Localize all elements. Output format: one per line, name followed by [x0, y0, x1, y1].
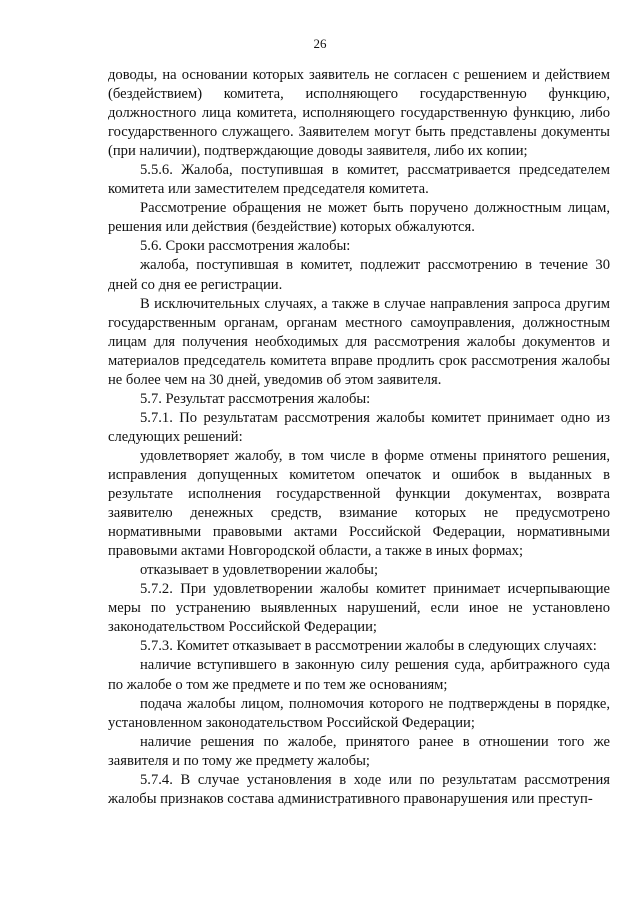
paragraph-court-decision: наличие вступившего в законную силу решения суда, арбитражного суда по жалобе о том же предмете и по тем же основаниям;	[108, 657, 610, 693]
heading-5-7: 5.7. Результат рассмотрения жалобы:	[140, 390, 371, 407]
heading-5-6: 5.6. Сроки рассмотрения жалобы:	[140, 238, 351, 255]
document-body	[108, 66, 610, 809]
paragraph-5-7-4: 5.7.4. В случае установления в ходе или по результатам рассмотрения жалобы признаков состава административного правонарушения или преступ-	[108, 771, 610, 807]
paragraph-5-5-6: 5.5.6. Жалоба, поступившая в комитет, рассматривается председателем комитета или заместителем председателя комитета.	[108, 162, 610, 198]
page-number: 26	[313, 36, 327, 51]
paragraph-prior-decision: наличие решения по жалобе, принятого ранее в отношении того же заявителя и по тому же предмету жалобы;	[108, 733, 610, 769]
paragraph-authority: подача жалобы лицом, полномочия которого не подтверждены в порядке, установленном законодательством Российской Федерации;	[108, 695, 610, 731]
paragraph-satisfies: удовлетворяет жалобу, в том числе в форме отмены принятого решения, исправления допущенных комитетом опечаток и ошибок в выданных в результате исполнения государственной функции документах, возврата заявителю денежных средств, взимание которых не предусмотрено нормативными правовыми актами Российской Федерации, нормативными правовыми актами Новгородской области, а также в иных формах;	[108, 447, 610, 560]
paragraph-5-7-1: 5.7.1. По результатам рассмотрения жалобы комитет принимает одно из следующих решений:	[108, 409, 610, 445]
paragraph-5-7-3: 5.7.3. Комитет отказывает в рассмотрении жалобы в следующих случаях:	[140, 638, 597, 655]
paragraph-consideration: Рассмотрение обращения не может быть поручено должностным лицам, решения или действия (бездействие) которых обжалуются.	[108, 200, 610, 236]
paragraph-30-days: жалоба, поступившая в комитет, подлежит рассмотрению в течение 30 дней со дня ее регистрации.	[108, 257, 610, 293]
paragraph-continuation: доводы, на основании которых заявитель не согласен с решением и действием (бездействием) комитета, исполняющего государственную функцию, должностного лица комитета, исполняющего государственную функцию, либо государственного служащего. Заявителем могут быть представлены документы (при наличии), подтверждающие доводы заявителя, либо их копии;	[108, 67, 610, 160]
paragraph-exceptional-cases: В исключительных случаях, а также в случае направления запроса другим государственным органам, органам местного самоуправления, должностным лицам для получения необходимых для рассмотрения жалобы документов и материалов председатель комитета вправе продлить срок рассмотрения жалобы не более чем на 30 дней, уведомив об этом заявителя.	[108, 295, 610, 388]
paragraph-refuses: отказывает в удовлетворении жалобы;	[140, 562, 379, 579]
paragraph-5-7-2: 5.7.2. При удовлетворении жалобы комитет принимает исчерпывающие меры по устранению выявленных нарушений, если иное не установлено законодательством Российской Федерации;	[108, 581, 610, 636]
